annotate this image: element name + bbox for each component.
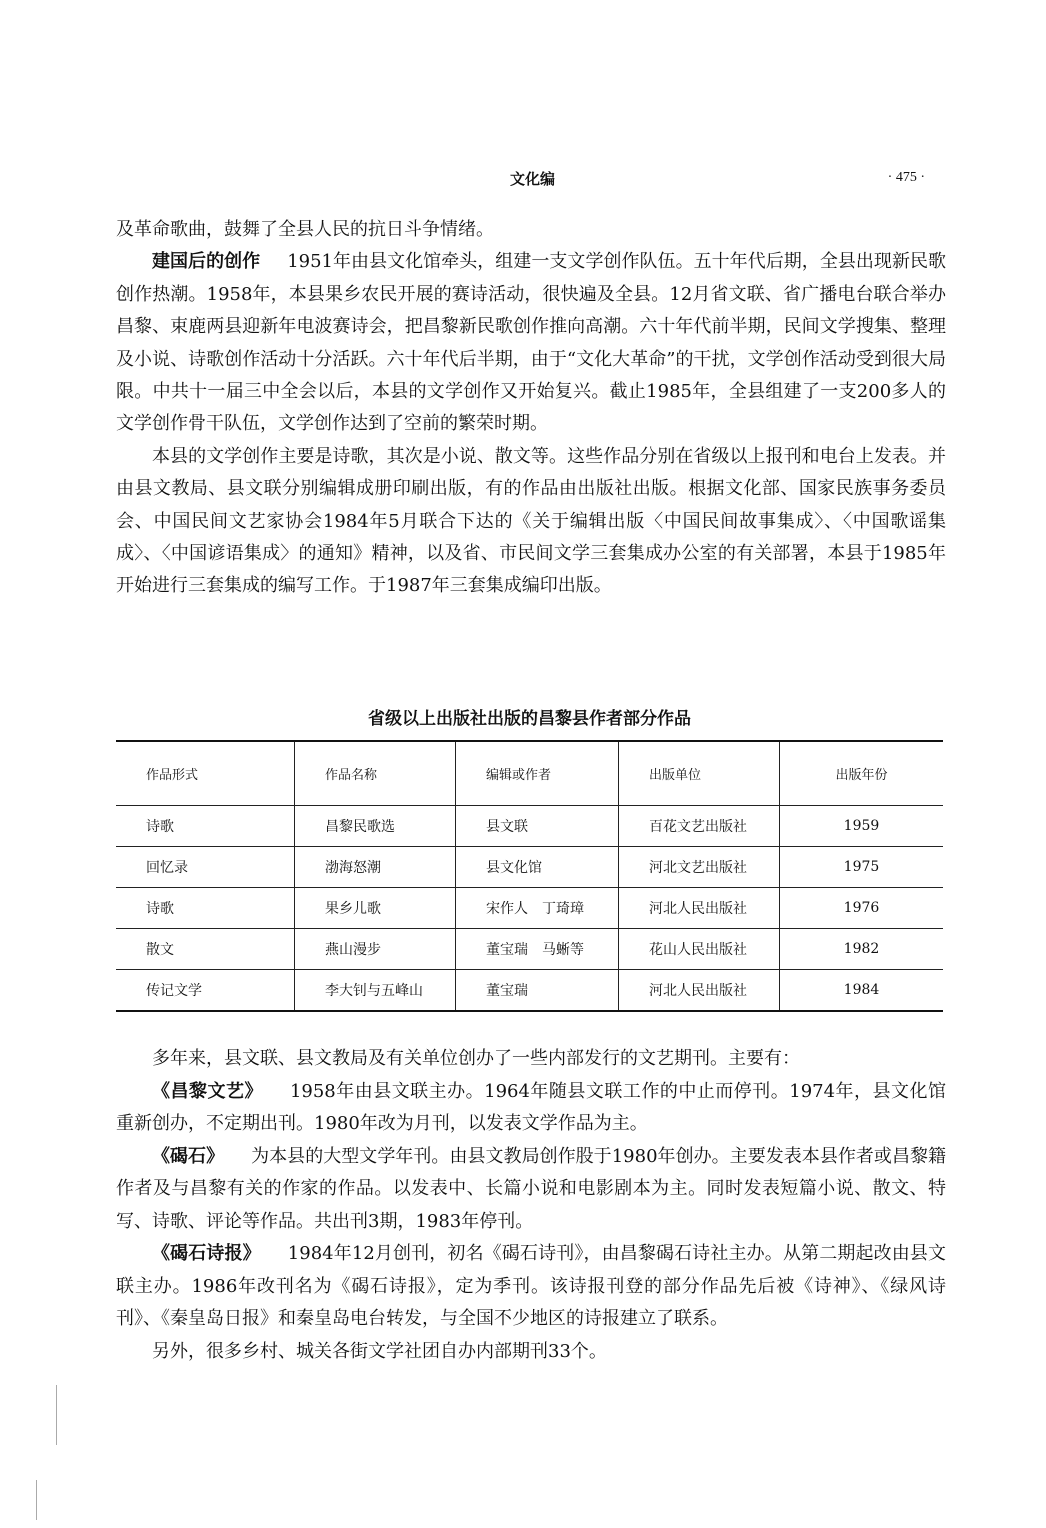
table-cell: 河北文艺出版社 (619, 847, 780, 888)
column-header: 编辑或作者 (456, 741, 619, 806)
table-cell: 渤海怒潮 (295, 847, 456, 888)
column-header: 作品名称 (295, 741, 456, 806)
table-cell: 回忆录 (116, 847, 295, 888)
table-row (116, 888, 943, 929)
table-cell: 河北人民出版社 (619, 888, 780, 929)
paragraph-text: 为本县的大型文学年刊。由县文教局创作股于1980年创办。主要发表本县作者或昌黎籍作者及与昌黎有关的作家的作品。以发表中、长篇小说和电影剧本为主。同时发表短篇小说、散文、特写、诗歌、评论等作品。共出刊3期，1983年停刊。 (116, 1145, 946, 1232)
table-cell: 百花文艺出版社 (619, 806, 780, 847)
table-cell: 县文化馆 (456, 847, 619, 888)
paragraph-continuation: 及革命歌曲，鼓舞了全县人民的抗日斗争情绪。 (116, 219, 494, 240)
table-cell: 燕山漫步 (295, 929, 456, 970)
table-row (116, 847, 943, 888)
table-cell: 散文 (116, 929, 295, 970)
table-cell: 董宝瑞 马蜥等 (456, 929, 619, 970)
paragraph-postfounding-creation (116, 246, 946, 440)
body-text (116, 214, 946, 603)
periodical-title: 《昌黎文艺》 (152, 1080, 263, 1102)
works-table-section (116, 704, 943, 1012)
table-cell: 董宝瑞 (456, 970, 619, 1012)
paragraph-text: 1958年由县文联主办。1964年随县文联工作的中止而停刊。1974年，县文化馆重新创办，不定期出刊。1980年改为月刊，以发表文学作品为主。 (116, 1080, 946, 1134)
scan-artifact-line (36, 1480, 37, 1520)
page-number: · 475 · (887, 170, 925, 185)
table-cell: 县文联 (456, 806, 619, 847)
column-header: 作品形式 (116, 741, 295, 806)
table-cell: 诗歌 (116, 806, 295, 847)
section-title: 文化编 (510, 170, 556, 188)
table-row (116, 970, 943, 1012)
table-cell: 花山人民出版社 (619, 929, 780, 970)
table-title: 省级以上出版社出版的昌黎县作者部分作品 (368, 709, 691, 729)
works-table (116, 740, 943, 1012)
table-cell: 河北人民出版社 (619, 970, 780, 1012)
periodical-title: 《碣石》 (152, 1145, 225, 1167)
column-header: 出版单位 (619, 741, 780, 806)
periodicals-text (116, 1043, 946, 1368)
column-header: 出版年份 (780, 741, 944, 806)
table-cell: 李大钊与五峰山 (295, 970, 456, 1012)
table-cell: 1975 (780, 847, 944, 888)
paragraph-periodicals-intro: 多年来，县文联、县文教局及有关单位创办了一些内部发行的文艺期刊。主要有： (152, 1048, 800, 1069)
page-header (115, 168, 945, 192)
paragraph-literary-works: 本县的文学创作主要是诗歌，其次是小说、散文等。这些作品分别在省级以上报刊和电台上发表。并由县文教局、县文联分别编辑成册印刷出版，有的作品由出版社出版。根据文化部、国家民族事务委员会、中国民间文艺家协会1984年5月联合下达的《关于编辑出版〈中国民间故事集成〉、〈中国歌谣集成〉、〈中国谚语集成〉的通知》精神，以及省、市民间文学三套集成办公室的有关部署，本县于1985年开始进行三套集成的编写工作。于1987年三套集成编印出版。 (116, 445, 946, 597)
table-cell: 1984 (843, 982, 880, 998)
table-cell: 昌黎民歌选 (295, 806, 456, 847)
table-cell: 1959 (780, 806, 944, 847)
table-cell: 传记文学 (116, 970, 295, 1012)
table-row (116, 929, 943, 970)
paragraph-lead-heading: 建国后的创作 (152, 251, 261, 273)
table-cell: 果乡儿歌 (295, 888, 456, 929)
paragraph-jieshi (116, 1141, 946, 1239)
paragraph-text: 1984年12月创刊，初名《碣石诗刊》，由昌黎碣石诗社主办。从第二期起改由县文联主办。1986年改刊名为《碣石诗报》，定为季刊。该诗报刊登的部分作品先后被《诗神》、《绿风诗刊》、《秦皇岛日报》和秦皇岛电台转发，与全国不少地区的诗报建立了联系。 (116, 1243, 946, 1329)
table-cell: 1976 (780, 888, 944, 929)
paragraph-closing: 另外，很多乡村、城关各街文学社团自办内部期刊33个。 (152, 1340, 607, 1362)
table-row (116, 806, 943, 847)
scan-artifact-line (56, 1385, 57, 1445)
table-cell: 诗歌 (116, 888, 295, 929)
paragraph-jieshi-shibao (116, 1238, 946, 1336)
table-header-row (116, 741, 943, 806)
table-cell: 1982 (780, 929, 944, 970)
paragraph-text: 1951年由县文化馆牵头，组建一支文学创作队伍。五十年代后期，全县出现新民歌创作热潮。1958年，本县果乡农民开展的赛诗活动，很快遍及全县。12月省文联、省广播电台联合举办昌黎、束鹿两县迎新年电波赛诗会，把昌黎新民歌创作推向高潮。六十年代前半期，民间文学搜集、整理及小说、诗歌创作活动十分活跃。六十年代后半期，由于“文化大革命”的干扰，文学创作活动受到很大局限。中共十一届三中全会以后，本县的文学创作又开始复兴。截止1985年，全县组建了一支200多人的文学创作骨干队伍，文学创作达到了空前的繁荣时期。 (116, 251, 947, 435)
table-cell: 宋作人 丁琦璋 (456, 888, 619, 929)
paragraph-changli-wenyi (116, 1076, 946, 1141)
periodical-title: 《碣石诗报》 (152, 1243, 261, 1264)
